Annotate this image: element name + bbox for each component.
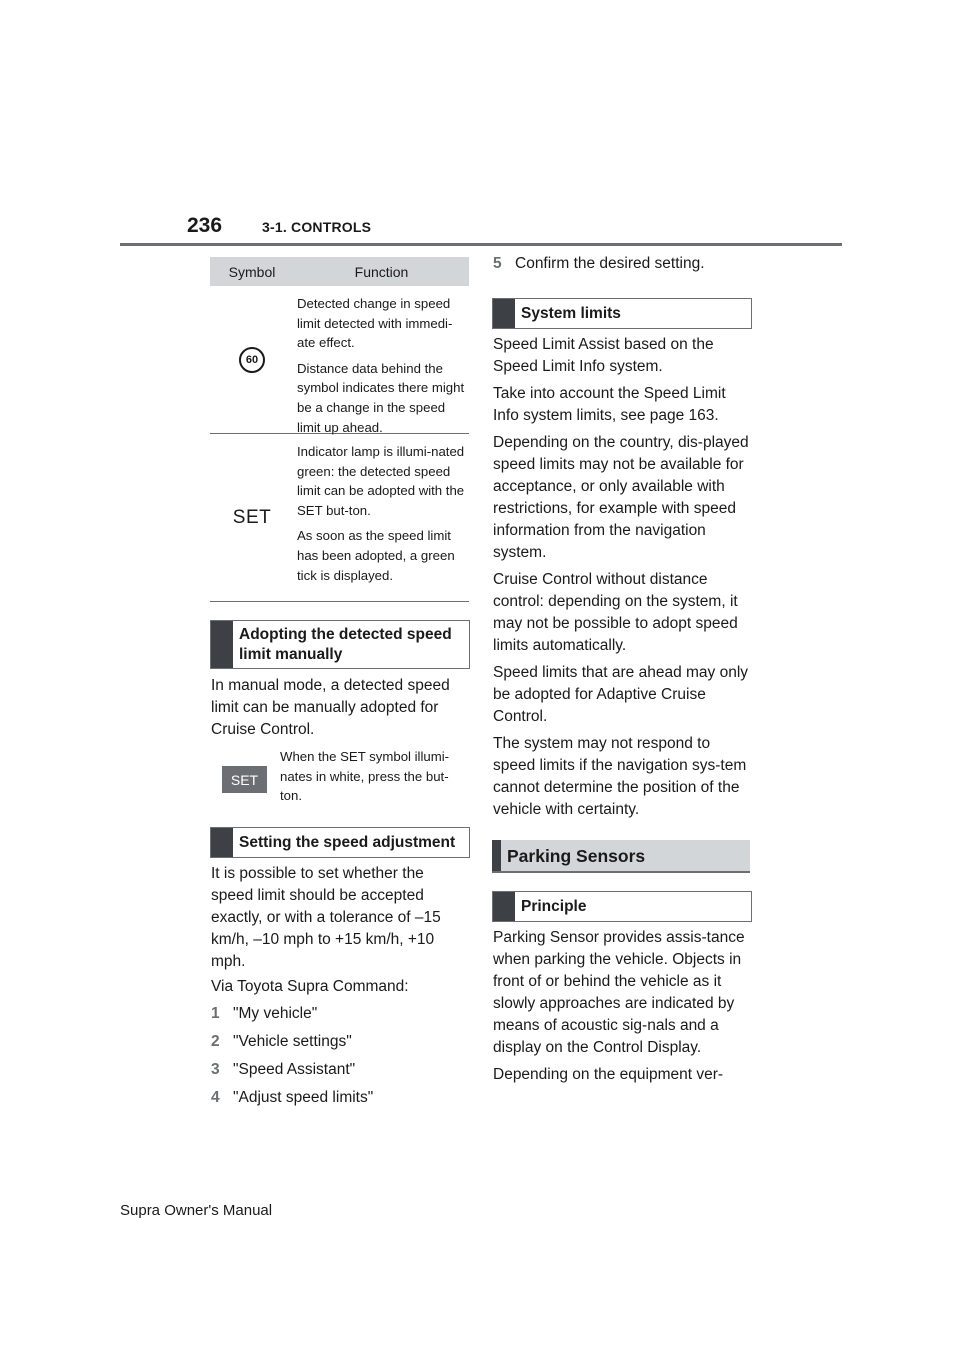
section-heading-system-limits [492,298,752,329]
header-rule [120,243,842,246]
limits-paragraph: Speed Limit Assist based on the Speed Limit Info system. [493,336,714,375]
set-note: When the SET symbol illumi-nates in white, press the but-ton. [280,749,450,804]
list-item [211,1059,469,1081]
list-item [211,1087,469,1109]
steps-list [211,1003,469,1109]
limits-paragraph: Depending on the country, dis-played speed limits may not be available for acceptance, or only available with restrictions, for example with speed information from the navigation system. [493,434,749,561]
symbol-table [210,257,469,602]
list-item [493,253,751,275]
step-text: "Adjust speed limits" [233,1089,374,1106]
limits-paragraph: Cruise Control without distance control: depending on the system, it may not be possible to adopt speed limits automatically. [493,571,738,654]
step-text: Confirm the desired setting. [515,255,705,272]
adopt-paragraph: In manual mode, a detected speed limit can be manually adopted for Cruise Control. [211,677,450,738]
symbol-cell [210,434,294,601]
heading-bar [492,840,501,871]
section-heading-setting [210,827,470,858]
col-symbol-header: Symbol [228,263,276,280]
heading-text: Parking Sensors [507,845,646,866]
step-text: "My vehicle" [233,1005,318,1022]
set-button-icon: SET [222,766,267,793]
function-cell [294,286,469,433]
function-cell [294,434,469,601]
set-symbol-icon: SET [232,506,272,528]
heading-bar [493,892,515,921]
function-text: Distance data behind the symbol indicates there might be a change in the speed limit up ahead. [297,360,465,435]
col-function-header: Function [354,263,409,280]
table-row [210,434,469,602]
heading-text: Setting the speed adjustment [239,833,456,851]
heading-text: Adopting the detected speed limit manually [239,625,452,663]
function-text: Indicator lamp is illumi-nated green: the detected speed limit can be adopted with the SET but-ton. [297,444,465,518]
section-heading-parking-sensors [492,840,750,873]
step-number: 4 [211,1089,220,1106]
principle-text-block [493,927,751,1086]
list-item [211,1031,469,1053]
via-paragraph: Via Toyota Supra Command: [211,978,409,995]
table-row [210,286,469,434]
principle-paragraph: Parking Sensor provides assis-tance when parking the vehicle. Objects in front of or behind the vehicle as it slowly approaches are indicated by means of acoustic sig-nals and a display on the Control Display. [493,929,745,1056]
heading-bar [211,828,233,857]
heading-text: Principle [521,897,587,915]
footer-text: Supra Owner's Manual [120,1202,273,1219]
section-heading-adopt [210,620,470,669]
step-number: 5 [493,255,502,272]
step-number: 3 [211,1061,220,1078]
limits-paragraph: The system may not respond to speed limits if the navigation sys-tem cannot determine the position of the vehicle with certainty. [493,735,747,818]
limits-text-block [493,334,751,821]
heading-bar [493,299,515,328]
step-text: "Vehicle settings" [233,1033,352,1050]
step-number: 2 [211,1033,220,1050]
limits-paragraph: Take into account the Speed Limit Info system limits, see page 163. [493,385,726,424]
table-header [210,257,469,286]
limits-paragraph: Speed limits that are ahead may only be adopted for Adaptive Cruise Control. [493,664,749,725]
step-text: "Speed Assistant" [233,1061,356,1078]
symbol-cell [210,286,294,433]
heading-bar [211,621,233,668]
list-item [211,1003,469,1025]
chapter-title: 3-1. CONTROLS [262,219,372,235]
setting-paragraph: It is possible to set whether the speed limit should be accepted exactly, or with a tolerance of –15 km/h, –10 mph to +15 km/h, +10 mph. [211,865,441,970]
page-number: 236 [187,214,223,237]
speed-limit-60-icon: 60 [239,347,265,373]
function-text: Detected change in speed limit detected with immedi-ate effect. [297,296,453,351]
function-text: As soon as the speed limit has been adopted, a green tick is displayed. [297,528,455,583]
principle-paragraph: Depending on the equipment ver- [493,1066,724,1083]
step-number: 1 [211,1005,220,1022]
section-heading-principle [492,891,752,922]
heading-text: System limits [521,304,621,322]
